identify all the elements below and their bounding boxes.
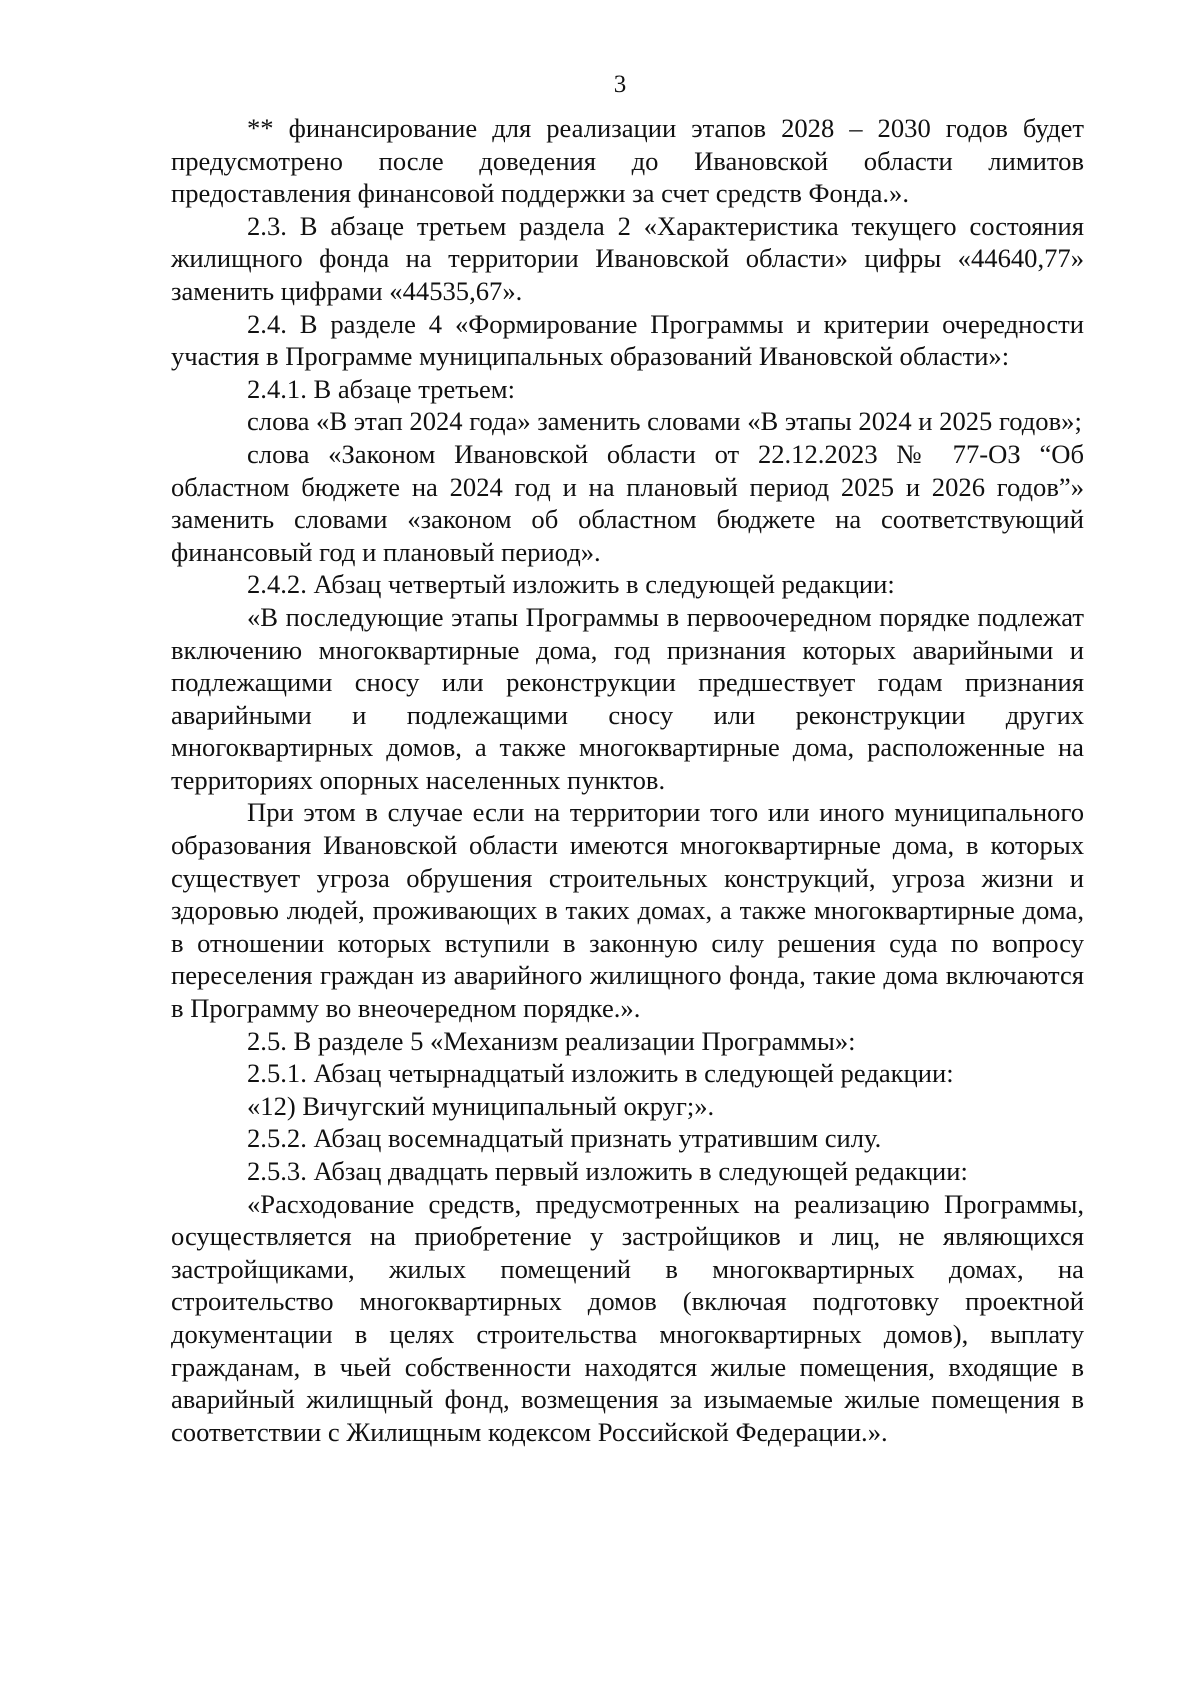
paragraph-2-5: 2.5. В разделе 5 «Механизм реализации Программы»: xyxy=(247,1025,856,1056)
paragraph-2-4: 2.4. В разделе 4 «Формирование Программы и критерии очередности участия в Программе муниципальных образований Ивановской области»: xyxy=(171,308,1084,372)
paragraph-spending: «Расходование средств, предусмотренных на реализацию Программы, осуществляется на приобретение у застройщиков и лиц, не являющихся застройщиками, жилых помещений в многоквартирных домах, на строительство многоквартирных домов (включая подготовку проектной документации в целях строительства многоквартирных домов), выплату гражданам, в чьей собственности находятся жилые помещения, входящие в аварийный жилищный фонд, возмещения за изымаемые жилые помещения в соответствии с Жилищным кодексом Российской Федерации.». xyxy=(171,1188,1084,1447)
paragraph-vichuga: «12) Вичугский муниципальный округ;». xyxy=(247,1090,715,1121)
page-number: 3 xyxy=(613,71,627,98)
paragraph-2-4-1: 2.4.1. В абзаце третьем: xyxy=(247,373,516,404)
paragraph-words-stage: слова «В этап 2024 года» заменить словами «В этапы 2024 и 2025 годов»; xyxy=(247,406,1082,437)
paragraph-2-5-2: 2.5.2. Абзац восемнадцатый признать утратившим силу. xyxy=(247,1123,882,1154)
paragraph-financing-note: ** финансирование для реализации этапов 2028 – 2030 годов будет предусмотрено после доведения до Ивановской области лимитов предоставления финансовой поддержки за счет средств Фонда.». xyxy=(171,113,1084,209)
paragraph-2-5-3: 2.5.3. Абзац двадцать первый изложить в следующей редакции: xyxy=(247,1156,968,1186)
paragraph-2-5-1: 2.5.1. Абзац четырнадцатый изложить в следующей редакции: xyxy=(247,1058,954,1089)
paragraph-extraordinary-order: При этом в случае если на территории того или иного муниципального образования Ивановской области имеются многоквартирные дома, в которых существует угроза обрушения строительных конструкций, угроза жизни и здоровью людей, проживающих в таких домах, а также многоквартирные дома, в отношении которых вступили в законную силу решения суда по вопросу переселения граждан из аварийного жилищного фонда, такие дома включаются в Программу во внеочередном порядке.». xyxy=(171,797,1084,1024)
paragraph-2-3: 2.3. В абзаце третьем раздела 2 «Характеристика текущего состояния жилищного фонда на территории Ивановской области» цифры «44640,77» заменить цифрами «44535,67». xyxy=(171,210,1084,306)
paragraph-2-4-2: 2.4.2. Абзац четвертый изложить в следующей редакции: xyxy=(247,569,895,600)
document-body xyxy=(171,112,1084,1448)
paragraph-subsequent-stages: «В последующие этапы Программы в первоочередном порядке подлежат включению многоквартирные дома, год признания которых аварийными и подлежащими сносу или реконструкции предшествует годам признания аварийными и подлежащими сносу или реконструкции других многоквартирных домов, а также многоквартирные дома, расположенные на территориях опорных населенных пунктов. xyxy=(171,601,1084,795)
paragraph-words-law: слова «Законом Ивановской области от 22.12.2023 № 77-ОЗ “Об областном бюджете на 2024 год и на плановый период 2025 и 2026 годов”» заменить словами «законом об областном бюджете на соответствующий финансовый год и плановый период». xyxy=(171,438,1084,567)
